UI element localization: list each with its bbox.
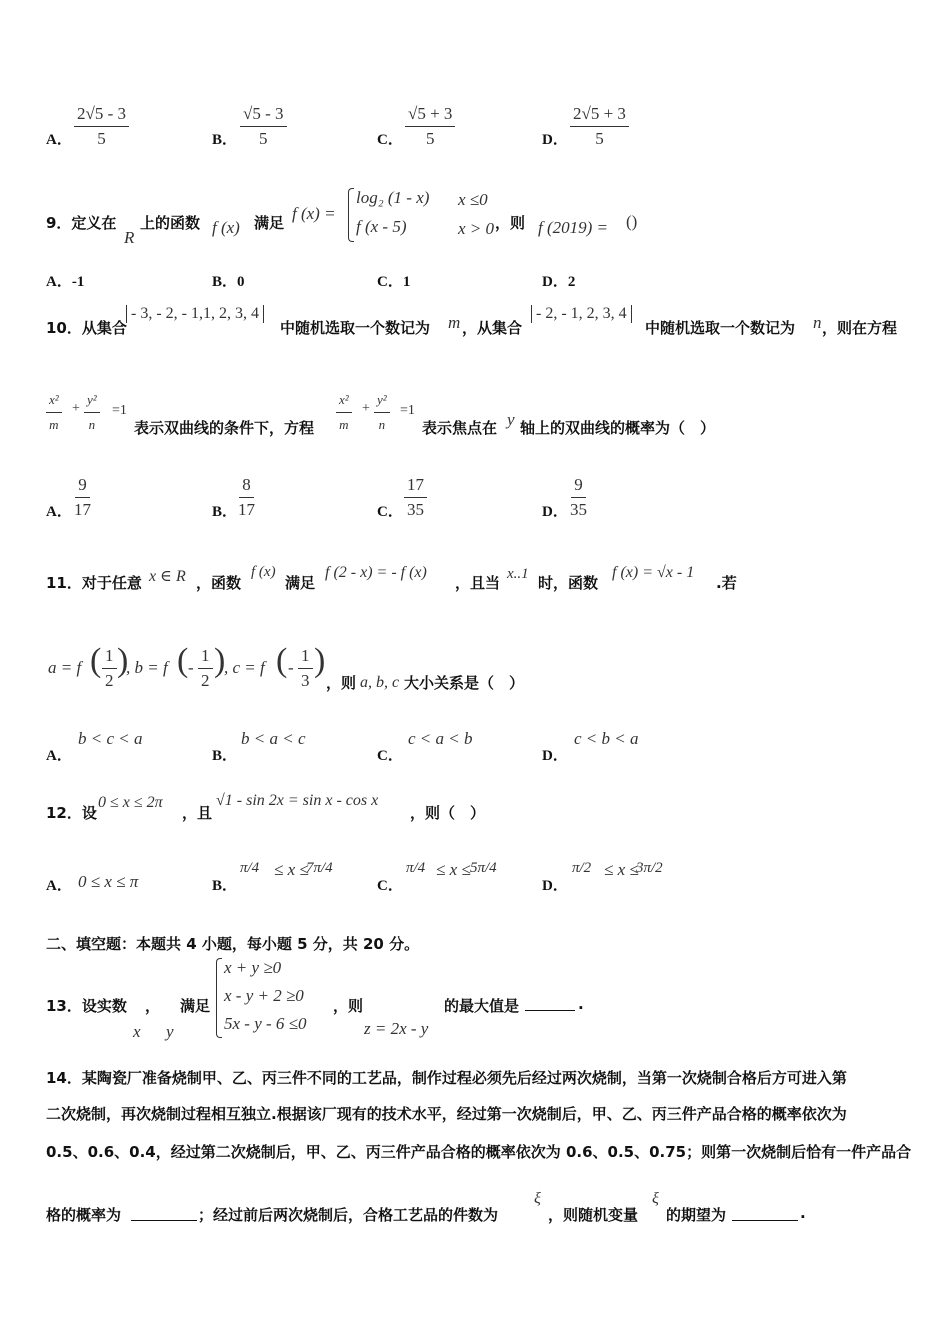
denominator: 5 — [595, 129, 604, 148]
denominator: n — [88, 417, 96, 432]
q14-line-1: 14．某陶瓷厂准备烧制甲、乙、丙三件不同的工艺品，制作过程必须先后经过两次烧制，当第一次烧制合格后方可进入第 — [46, 1069, 847, 1087]
q14-period: . — [800, 1204, 806, 1222]
q10-text: 中随机选取一个数记为 — [645, 319, 796, 337]
q8-option-c-fraction — [405, 104, 455, 149]
q11-text: ，则 — [326, 674, 357, 692]
q11-option-b-label[interactable]: B． — [212, 748, 238, 764]
q11-fx: f (x) — [251, 564, 276, 580]
q11-text: 大小关系是（ ） — [404, 674, 525, 692]
q9-text: ，则 — [495, 214, 526, 232]
q8-option-b-label[interactable]: B． — [212, 132, 238, 148]
numerator: 9 — [75, 475, 90, 498]
q14-line-4-mid: ；经过前后两次烧制后，合格工艺品的件数为 — [198, 1206, 499, 1224]
option-label: D． — [542, 274, 568, 290]
numerator: 8 — [239, 475, 254, 498]
q12-option-d-mid: ≤ x ≤ — [604, 860, 639, 879]
q13-number: 13．设实数 — [46, 997, 127, 1015]
numerator: 2√5 + 3 — [570, 104, 629, 127]
q10-number: 10．从集合 — [46, 319, 127, 337]
option-label: A． — [46, 274, 72, 290]
q10-eq1-plus: + — [72, 401, 80, 416]
q10-eq1-rhs: =1 — [112, 403, 127, 418]
q10-text: ，从集合 — [462, 319, 523, 337]
denominator: 2 — [105, 671, 114, 690]
q14-line-4-c: ，则随机变量 — [548, 1206, 639, 1224]
option-value: -1 — [71, 274, 85, 290]
q11-minus: - — [188, 658, 194, 677]
q13-period: . — [578, 995, 584, 1013]
q9-set-r: R — [124, 228, 135, 247]
q13-constraint-3: 5x - y - 6 ≤0 — [224, 1014, 307, 1033]
q14-answer-blank-1[interactable] — [131, 1204, 197, 1221]
denominator: 35 — [570, 500, 587, 519]
numerator: y² — [84, 390, 100, 413]
numerator: 9 — [571, 475, 586, 498]
denominator: 5 — [97, 129, 106, 148]
q10-option-a-fraction — [74, 475, 91, 520]
q12-text: ，且 — [182, 804, 213, 822]
q13-text: 的最大值是 — [444, 997, 520, 1015]
q10-eq2-x-term — [336, 390, 352, 435]
q10-eq2-rhs: =1 — [400, 403, 415, 418]
q11-rparen: ) — [214, 642, 226, 679]
option-value: 1 — [402, 274, 411, 290]
section-2-title: 二、填空题：本题共 4 小题，每小题 5 分，共 20 分。 — [46, 935, 420, 953]
q11-text: 满足 — [285, 574, 316, 592]
option-label: B． — [212, 274, 238, 290]
q14-line-4-d: 的期望为 — [666, 1206, 727, 1224]
q11-b-arg — [198, 646, 213, 691]
q10-option-d-label[interactable]: D． — [542, 504, 568, 520]
option-value: 0 — [237, 274, 245, 290]
q11-c-def: , c = f — [224, 658, 265, 677]
q10-option-b-label[interactable]: B． — [212, 504, 238, 520]
q9-brace — [348, 188, 354, 242]
q11-vars: a, b, c — [360, 674, 400, 691]
q12-option-b-lower: π/4 — [240, 860, 260, 876]
q10-eq1-x-term — [46, 390, 62, 435]
q11-relation: f (2 - x) = - f (x) — [325, 564, 427, 581]
q12-option-c-label[interactable]: C． — [377, 878, 403, 894]
q9-paren: () — [626, 212, 638, 231]
q9-option-a[interactable] — [46, 270, 84, 291]
denominator: 2 — [201, 671, 210, 690]
denominator: 3 — [301, 671, 310, 690]
numerator: 2√5 - 3 — [74, 104, 129, 127]
q11-text: 时，函数 — [538, 574, 599, 592]
q13-text: ，则 — [333, 997, 364, 1015]
numerator: √5 + 3 — [405, 104, 455, 127]
q9-option-b[interactable] — [212, 270, 245, 291]
q12-option-b-upper: 7π/4 — [306, 860, 333, 876]
q9-text: 满足 — [254, 214, 285, 232]
q13-constraint-2: x - y + 2 ≥0 — [224, 986, 304, 1005]
q10-text: 表示双曲线的条件下，方程 — [134, 419, 315, 437]
q14-answer-blank-2[interactable] — [732, 1204, 798, 1221]
q11-a-def: a = f — [48, 658, 82, 677]
q11-lparen: ( — [177, 642, 189, 679]
q11-condition: x..1 — [507, 566, 529, 582]
q11-minus: - — [288, 658, 294, 677]
q12-option-c-lower: π/4 — [406, 860, 426, 876]
q9-option-c[interactable] — [377, 270, 410, 291]
q9-text: 上的函数 — [140, 214, 201, 232]
q9-fx: f (x) — [212, 218, 240, 237]
q12-option-b-mid: ≤ x ≤ — [274, 860, 309, 879]
q11-c-arg — [298, 646, 313, 691]
q11-definition: f (x) = √x - 1 — [612, 564, 695, 581]
q11-option-d-value[interactable]: c < b < a — [574, 729, 639, 748]
q10-text: 中随机选取一个数记为 — [280, 319, 431, 337]
q11-option-d-label[interactable]: D． — [542, 748, 568, 764]
q14-line-3: 0.5、0.6、0.4，经过第二次烧制后，甲、乙、丙三件产品合格的概率依次为 0.6、0.5、0.75；则第一次烧制后恰有一件产品合 — [46, 1143, 912, 1161]
q14-xi: ξ — [652, 1190, 659, 1207]
q9-cond2: x > 0 — [458, 219, 495, 238]
q13-constraint-1: x + y ≥0 — [224, 958, 282, 977]
q10-text: 表示焦点在 — [422, 419, 498, 437]
q10-text: 轴上的双曲线的概率为（ ） — [520, 419, 716, 437]
q13-comma: ， — [145, 997, 161, 1015]
q11-option-c-label[interactable]: C． — [377, 748, 403, 764]
numerator: y² — [374, 390, 390, 413]
q13-objective: z = 2x - y — [364, 1019, 429, 1038]
option-label: C． — [377, 274, 403, 290]
q9-case1: log₂ (1 - x) — [356, 188, 430, 207]
denominator: m — [49, 417, 59, 432]
q9-number: 9．定义在 — [46, 214, 117, 232]
q11-number: 11．对于任意 — [46, 574, 142, 592]
q11-text: .若 — [716, 574, 737, 592]
q10-eq2-plus: + — [362, 401, 370, 416]
q13-brace — [216, 958, 222, 1038]
q11-b-def: , b = f — [126, 658, 168, 677]
q10-var-m: m — [448, 313, 461, 332]
q10-set1: - 3, - 2, - 1,1, 2, 3, 4 — [126, 305, 264, 323]
q9-case2: f (x - 5) — [356, 217, 407, 236]
q10-eq2-y-term — [374, 390, 390, 435]
q8-option-b-fraction — [240, 104, 287, 149]
q10-text: ，则在方程 — [822, 319, 898, 337]
q10-option-c-fraction — [404, 475, 427, 520]
numerator: 1 — [198, 646, 213, 669]
q10-option-c-label[interactable]: C． — [377, 504, 403, 520]
q10-option-b-fraction — [238, 475, 255, 520]
q12-option-d-lower: π/2 — [572, 860, 592, 876]
numerator: 17 — [404, 475, 427, 498]
q11-option-b-value[interactable]: b < a < c — [241, 729, 306, 748]
q12-option-c-upper: 5π/4 — [470, 860, 497, 876]
denominator: n — [378, 417, 386, 432]
q8-option-a-label[interactable]: A． — [46, 132, 72, 148]
q10-set2: - 2, - 1, 2, 3, 4 — [531, 305, 632, 323]
q12-option-d-upper: 3π/2 — [636, 860, 663, 876]
denominator: 17 — [74, 500, 91, 519]
q10-var-y: y — [507, 410, 515, 429]
q13-var-x: x — [133, 1022, 141, 1041]
q11-text: ，函数 — [196, 574, 242, 592]
denominator: 5 — [425, 129, 435, 148]
numerator: x² — [336, 390, 352, 413]
q11-option-c-value[interactable]: c < a < b — [408, 729, 473, 748]
q8-option-d-label[interactable]: D． — [542, 132, 568, 148]
q12-equation: √1 - sin 2x = sin x - cos x — [216, 792, 379, 809]
q11-lparen: ( — [276, 642, 288, 679]
q12-option-a-value[interactable]: 0 ≤ x ≤ π — [78, 872, 139, 891]
q10-option-a-label[interactable]: A． — [46, 504, 72, 520]
q11-option-a-label[interactable]: A． — [46, 748, 72, 764]
q13-text: 满足 — [180, 997, 211, 1015]
q11-x-in-r: x ∈ R — [149, 568, 186, 585]
denominator: 35 — [407, 500, 424, 519]
denominator: 17 — [238, 500, 255, 519]
q10-option-d-fraction — [570, 475, 587, 520]
q12-number: 12．设 — [46, 804, 97, 822]
q12-text: ，则（ ） — [410, 804, 486, 822]
q12-option-b-label[interactable]: B． — [212, 878, 238, 894]
q9-ask: f (2019) = — [538, 218, 609, 237]
q14-xi: ξ — [534, 1190, 541, 1207]
denominator: m — [339, 417, 349, 432]
numerator: 1 — [102, 646, 117, 669]
q12-option-c-mid: ≤ x ≤ — [436, 860, 471, 879]
q11-a-arg — [102, 646, 117, 691]
numerator: √5 - 3 — [240, 104, 287, 127]
q10-eq1-y-term — [84, 390, 100, 435]
q11-lparen: ( — [90, 642, 102, 679]
q8-option-a-fraction — [74, 104, 129, 149]
q12-range: 0 ≤ x ≤ 2π — [98, 794, 163, 811]
q13-answer-blank[interactable] — [525, 994, 575, 1011]
q14-line-4-start: 格的概率为 — [46, 1206, 122, 1224]
q10-var-n: n — [813, 313, 822, 332]
q13-var-y: y — [166, 1022, 174, 1041]
q8-option-c-label[interactable]: C． — [377, 132, 403, 148]
q9-cond1: x ≤0 — [458, 190, 488, 209]
denominator: 5 — [259, 129, 268, 148]
q11-option-a-value[interactable]: b < c < a — [78, 729, 143, 748]
q9-option-d[interactable] — [542, 270, 575, 291]
numerator: 1 — [298, 646, 313, 669]
q8-option-d-fraction — [570, 104, 629, 149]
q11-rparen: ) — [314, 642, 326, 679]
q14-line-2: 二次烧制，再次烧制过程相互独立.根据该厂现有的技术水平，经过第一次烧制后，甲、乙、丙三件产品合格的概率依次为 — [46, 1105, 847, 1123]
numerator: x² — [46, 390, 62, 413]
q9-piecewise-lhs: f (x) = — [292, 204, 336, 223]
q11-text: ，且当 — [455, 574, 501, 592]
option-value: 2 — [567, 274, 576, 290]
q12-option-d-label[interactable]: D． — [542, 878, 568, 894]
q12-option-a-label[interactable]: A． — [46, 878, 72, 894]
q11-rparen: ) — [117, 642, 129, 679]
